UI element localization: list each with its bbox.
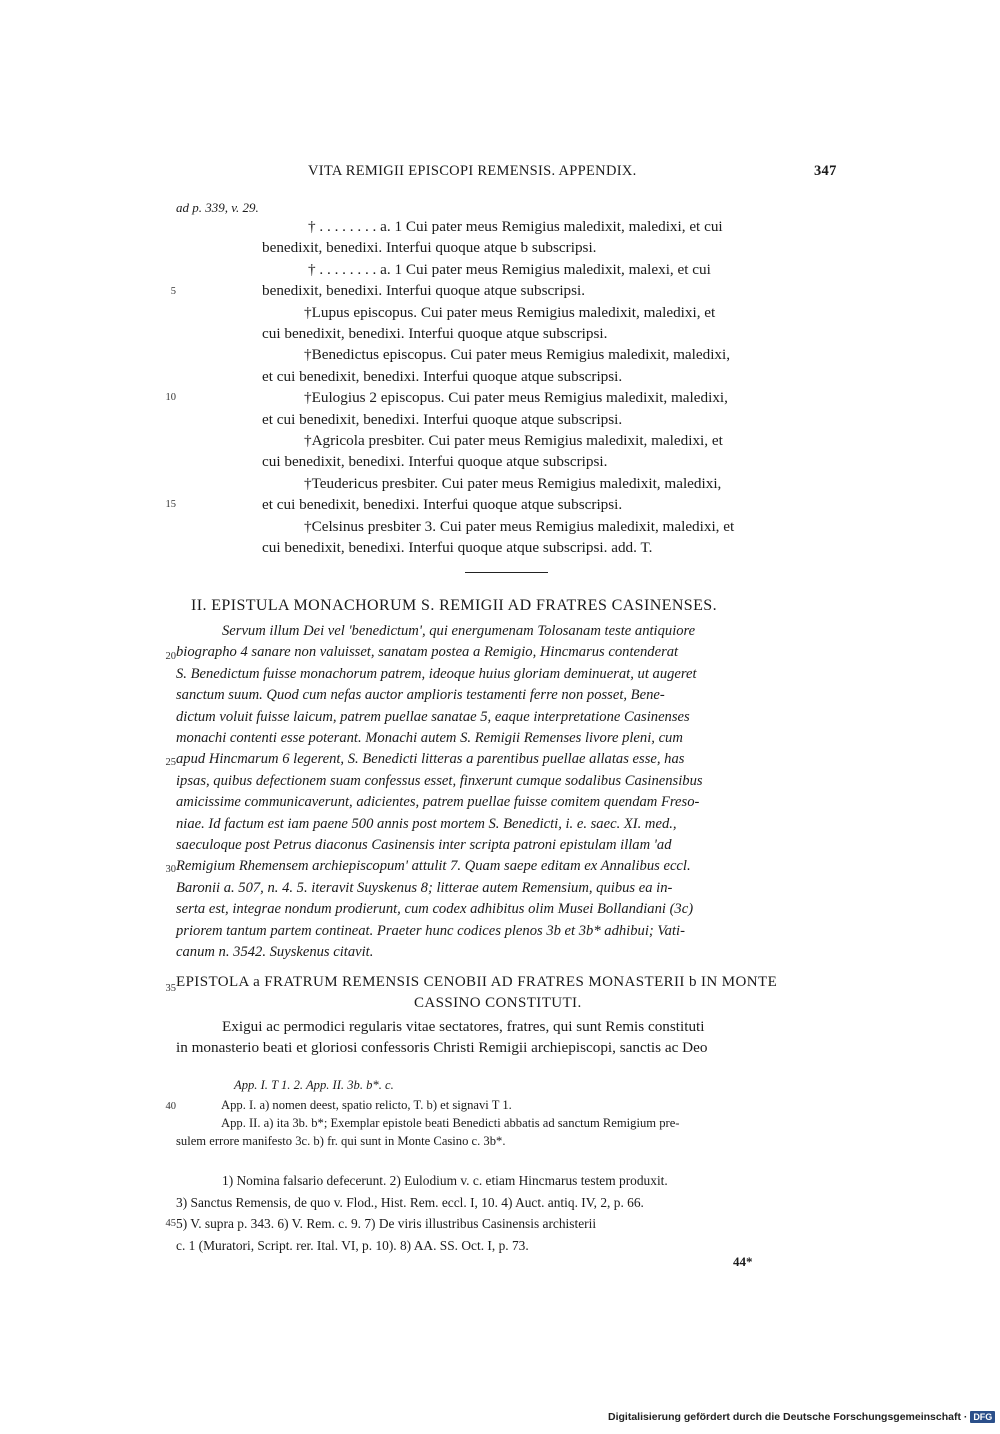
intro-line: S. Benedictum fuisse monachorum patrem, ideoque huius gloriam deminuerat, ut augeret xyxy=(176,665,697,682)
signature-line: cui benedixit, benedixi. Interfui quoque atque subscripsi. add. T. xyxy=(262,539,653,557)
dfg-logo-icon: DFG xyxy=(970,1411,995,1423)
signature-line: †Eulogius 2 episcopus. Cui pater meus Remigius maledixit, maledixi, xyxy=(304,389,728,407)
signature-line: †Celsinus presbiter 3. Cui pater meus Remigius maledixit, maledixi, et xyxy=(304,517,735,535)
signature-line: cui benedixit, benedixi. Interfui quoque atque subscripsi. xyxy=(262,453,608,471)
signature-line: †Lupus episcopus. Cui pater meus Remigius maledixit, maledixi, et xyxy=(304,303,716,321)
intro-line: serta est, integrae nondum prodierunt, cum codex adhibitus olim Musei Bollandiani (3c) xyxy=(176,901,694,918)
separator-rule xyxy=(465,572,548,573)
line-number: 10 xyxy=(165,392,176,403)
intro-line: priorem tantum partem contineat. Praeter hunc codices plenos 3b et 3b* adhibui; Vati- xyxy=(176,922,685,939)
intro-line: amicissime communicaverunt, adicientes, patrem puellae fuisse comitem quendam Freso- xyxy=(176,794,700,811)
footnote-line: c. 1 (Muratori, Script. rer. Ital. VI, p. 10). 8) AA. SS. Oct. I, p. 73. xyxy=(176,1237,529,1253)
margin-reference: ad p. 339, v. 29. xyxy=(176,200,259,215)
signature-line: benedixit, benedixi. Interfui quoque atque subscripsi. xyxy=(262,282,586,300)
footnote-line: 3) Sanctus Remensis, de quo v. Flod., Hist. Rem. eccl. I, 10. 4) Auct. antiq. IV, 2, p. 66. xyxy=(176,1194,644,1210)
line-number: 30 xyxy=(165,864,176,875)
running-title: VITA REMIGII EPISCOPI REMENSIS. APPENDIX. xyxy=(308,163,637,179)
signature-line: † . . . . . . . . a. 1 Cui pater meus Remigius maledixit, malexi, et cui xyxy=(308,260,711,278)
intro-line: Servum illum Dei vel 'benedictum', qui energumenam Tolosanam teste antiquiore xyxy=(222,623,696,639)
signature-line: et cui benedixit, benedixi. Interfui quoque atque subscripsi. xyxy=(262,410,623,428)
intro-line: apud Hincmarum 6 legerent, S. Benedicti litteras a parentibus puellae allatas esse, has xyxy=(176,751,685,768)
apparatus-line: App. I. a) nomen deest, spatio relicto, T. b) et signavi T 1. xyxy=(221,1098,512,1112)
signature-line: et cui benedixit, benedixi. Interfui quoque atque subscripsi. xyxy=(262,367,623,385)
footnote-line: 5) V. supra p. 343. 6) V. Rem. c. 9. 7) De viris illustribus Casinensis archisterii xyxy=(176,1216,597,1231)
signature-line: cui benedixit, benedixi. Interfui quoque atque subscripsi. xyxy=(262,325,608,343)
intro-line: Baronii a. 507, n. 4. 5. iteravit Suyskenus 8; litterae autem Remensium, quibus ea in- xyxy=(176,879,673,896)
intro-line: Remigium Rhemensem archiepiscopum' attulit 7. Quam saepe editam ex Annalibus eccl. xyxy=(176,858,691,875)
epistola-line: Exigui ac permodici regularis vitae sectatores, fratres, qui sunt Remis constituti xyxy=(222,1018,705,1035)
intro-line: niae. Id factum est iam paene 500 annis post mortem S. Benedicti, i. e. saec. XI. med., xyxy=(176,815,677,832)
signature-line: †Teudericus presbiter. Cui pater meus Remigius maledixit, maledixi, xyxy=(304,474,722,492)
intro-line: sanctum suum. Quod cum nefas auctor amplioris testamenti ferre non posset, Bene- xyxy=(176,687,665,704)
line-number: 25 xyxy=(165,757,176,768)
epistola-text xyxy=(176,1016,840,1059)
intro-line: canum n. 3542. Suyskenus citavit. xyxy=(176,944,374,961)
line-number: 35 xyxy=(165,983,176,994)
digitization-credit xyxy=(608,1411,995,1423)
footnote-line: 1) Nomina falsario defecerunt. 2) Eulodium v. c. etiam Hincmarus testem produxit. xyxy=(222,1173,668,1188)
page-number: 347 xyxy=(814,163,837,179)
signature-mark: 44* xyxy=(733,1254,753,1269)
signature-line: benedixit, benedixi. Interfui quoque atque b subscripsi. xyxy=(262,239,597,257)
signature-line: † . . . . . . . . a. 1 Cui pater meus Remigius maledixit, maledixi, et cui xyxy=(308,218,723,235)
line-number: 45 xyxy=(165,1218,176,1229)
signature-line: †Agricola presbiter. Cui pater meus Remigius maledixit, maledixi, et xyxy=(304,432,723,450)
signature-block xyxy=(262,216,842,559)
line-number: 15 xyxy=(165,499,176,510)
line-number: 20 xyxy=(165,651,176,662)
intro-line: monachi contenti esse poterant. Monachi autem S. Remigii Remenses livore pleni, cum xyxy=(176,730,683,747)
apparatus-sigla: App. I. T 1. 2. App. II. 3b. b*. c. xyxy=(234,1078,394,1092)
epistola-line: in monasterio beati et gloriosi confessoris Christi Remigii archiepiscopi, sanctis ac Deo xyxy=(176,1039,708,1057)
apparatus-line: sulem errore manifesto 3c. b) fr. qui sunt in Monte Casino c. 3b*. xyxy=(176,1134,506,1148)
credit-text: Digitalisierung gefördert durch die Deutsche Forschungsgemeinschaft · xyxy=(608,1411,968,1423)
intro-line: saeculoque post Petrus diaconus Casinensis inter scripta patroni epistulam illam 'ad xyxy=(176,837,672,854)
intro-line: biographo 4 sanare non valuisset, sanatam postea a Remigio, Hincmarus contenderat xyxy=(176,644,679,661)
intro-line: ipsas, quibus defectionem suam confessus esset, finxerunt cumque sodalibus Casinensibus xyxy=(176,772,703,789)
epistola-title-line-1: EPISTOLA a FRATRUM REMENSIS CENOBII AD FRATRES MONASTERII b IN MONTE xyxy=(176,974,778,990)
epistola-title-line-2: CASSINO CONSTITUTI. xyxy=(414,995,582,1011)
signature-line: et cui benedixit, benedixi. Interfui quoque atque subscripsi. xyxy=(262,496,623,514)
intro-paragraph xyxy=(176,621,840,964)
line-number: 40 xyxy=(165,1101,176,1112)
section-title: II. EPISTULA MONACHORUM S. REMIGII AD FRATRES CASINENSES. xyxy=(191,597,717,614)
intro-line: dictum voluit fuisse laicum, patrem puellae sanatae 5, eaque interpretatione Casinenses xyxy=(176,708,690,725)
footnotes xyxy=(176,1170,840,1256)
apparatus-line: App. II. a) ita 3b. b*; Exemplar epistole beati Benedicti abbatis ad sanctum Remigium pre- xyxy=(221,1116,680,1130)
signature-line: †Benedictus episcopus. Cui pater meus Remigius maledixit, maledixi, xyxy=(304,346,731,364)
line-number: 5 xyxy=(170,286,176,297)
